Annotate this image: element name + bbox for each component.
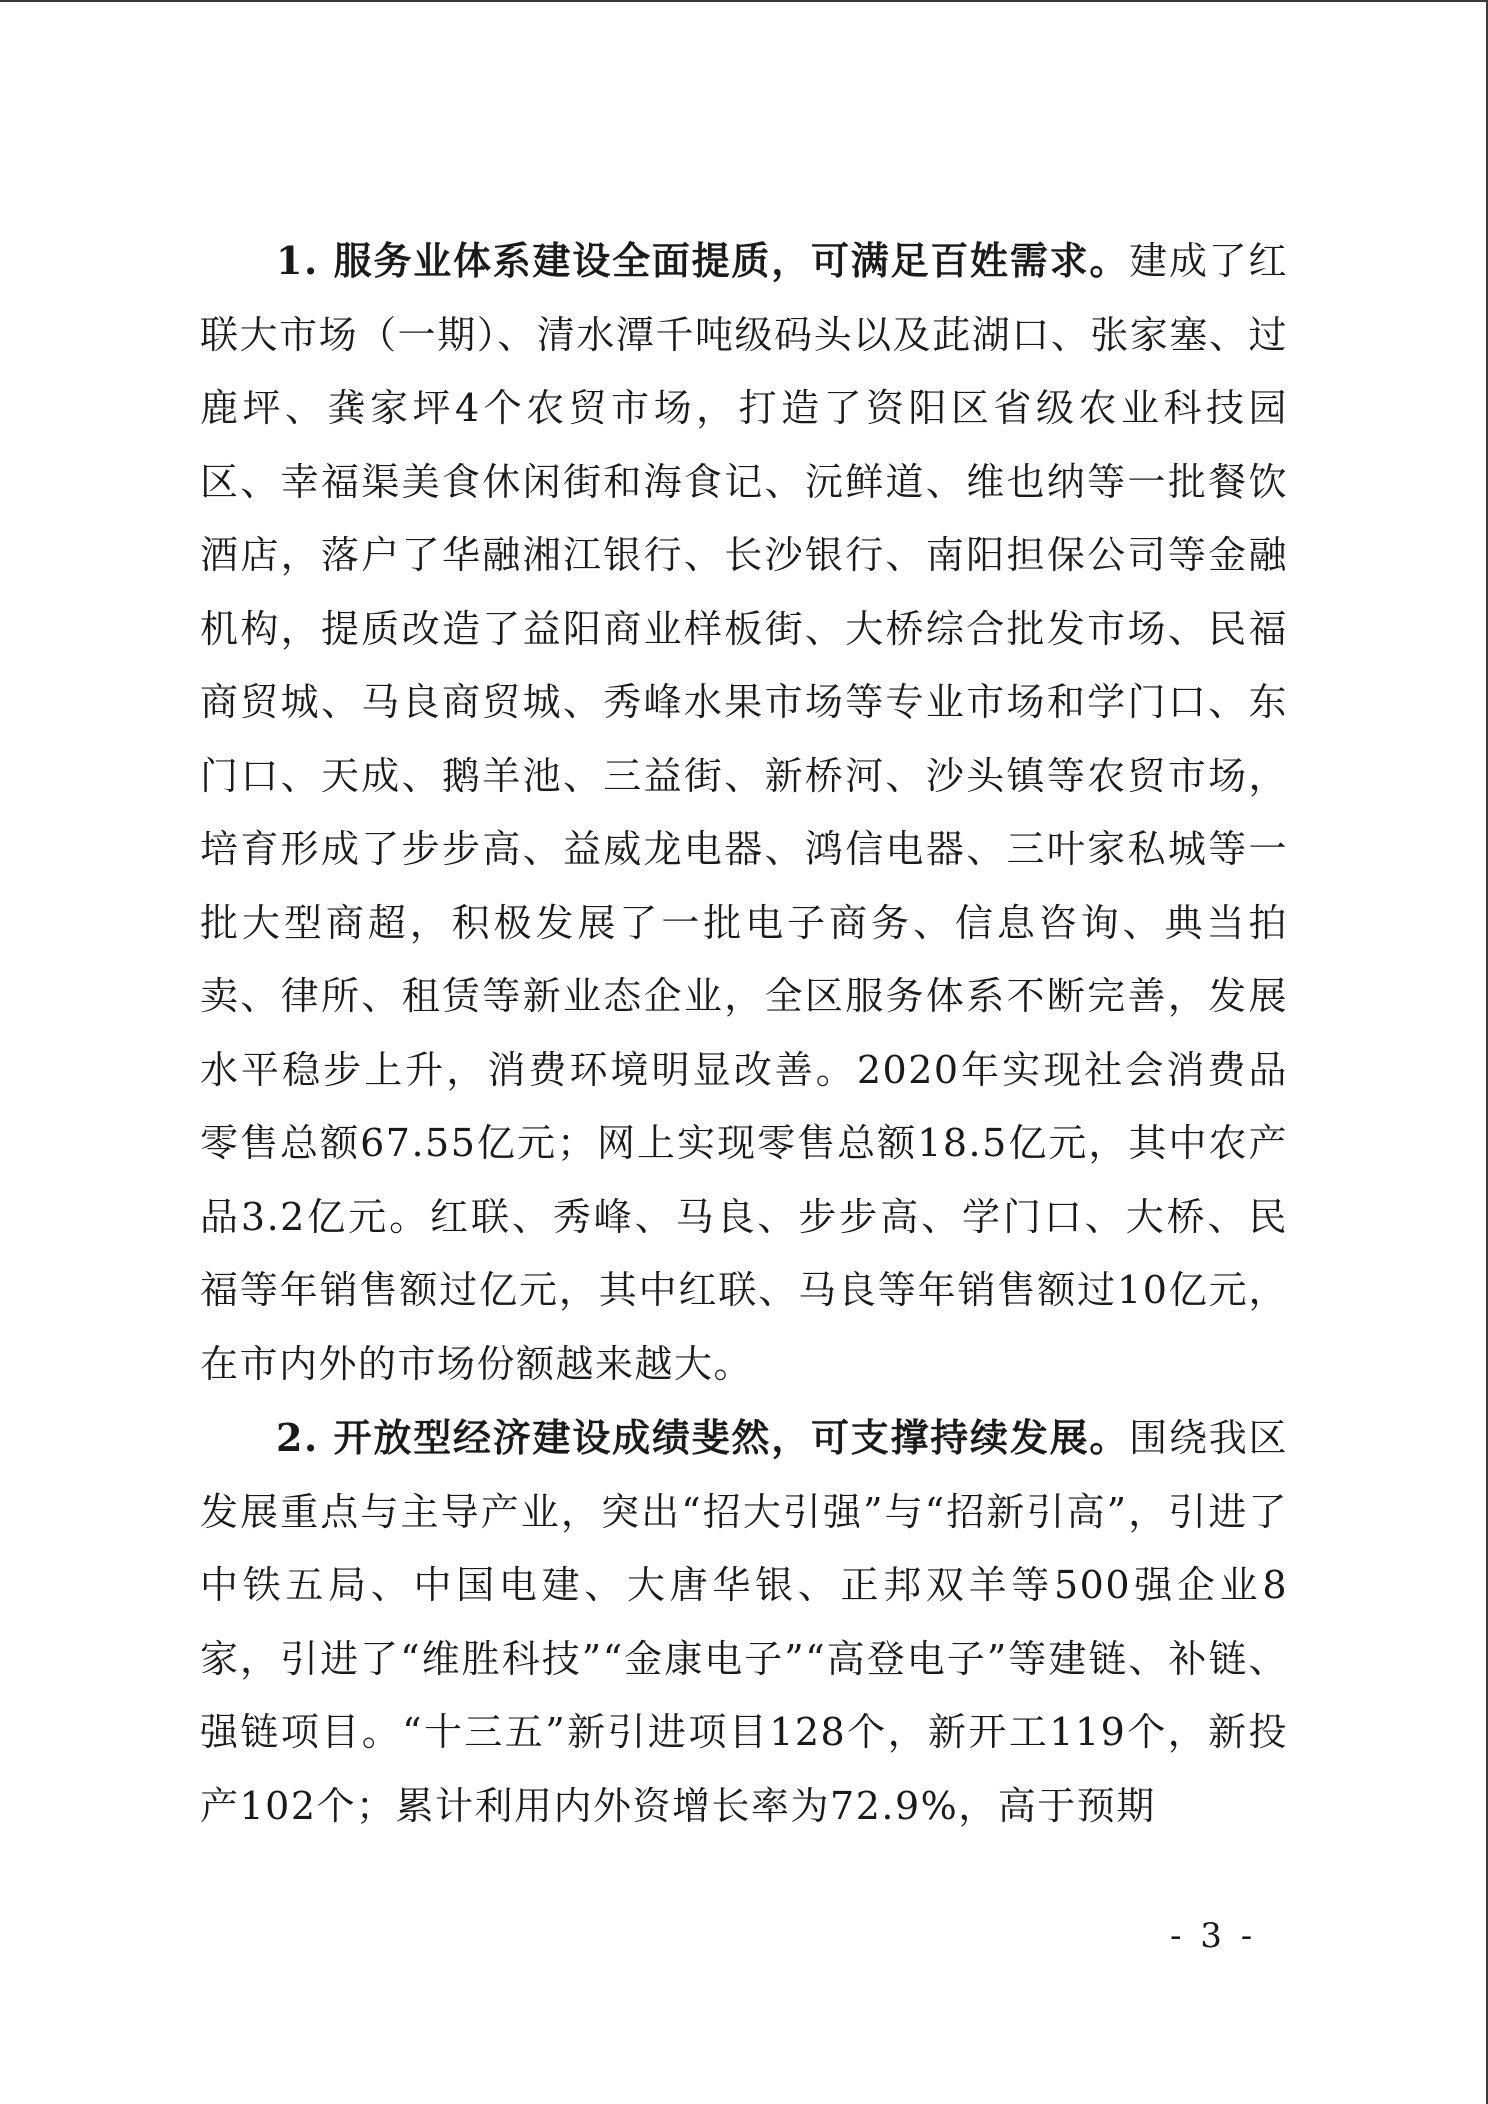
paragraph-open-economy bbox=[200, 1401, 1288, 1843]
paragraph-heading: 1. 服务业体系建设全面提质，可满足百姓需求。 bbox=[276, 238, 1130, 283]
document-body bbox=[200, 224, 1288, 1843]
paragraph-service-industry bbox=[200, 224, 1288, 1401]
paragraph-text: 围绕我区发展重点与主导产业，突出“招大引强”与“招新引高”，引进了中铁五局、中国电建、大唐华银、正邦双羊等500强企业8家，引进了“维胜科技”“金康电子”“高登电子”等建链、补链、强链项目。“十三五”新引进项目128个，新开工119个，新投产102个；累计利用内外资增长率为72.9%，高于预期 bbox=[200, 1416, 1288, 1828]
paragraph-text: 建成了红联大市场（一期）、清水潭千吨级码头以及茈湖口、张家塞、过鹿坪、龚家坪4个农贸市场，打造了资阳区省级农业科技园区、幸福渠美食休闲街和海食记、沅鲜道、维也纳等一批餐饮酒店，落户了华融湘江银行、长沙银行、南阳担保公司等金融机构，提质改造了益阳商业样板街、大桥综合批发市场、民福商贸城、马良商贸城、秀峰水果市场等专业市场和学门口、东门口、天成、鹅羊池、三益街、新桥河、沙头镇等农贸市场，培育形成了步步高、益威龙电器、鸿信电器、三叶家私城等一批大型商超，积极发展了一批电子商务、信息咨询、典当拍卖、律所、租赁等新业态企业，全区服务体系不断完善，发展水平稳步上升，消费环境明显改善。2020年实现社会消费品零售总额67.55亿元；网上实现零售总额18.5亿元，其中农产品3.2亿元。红联、秀峰、马良、步步高、学门口、大桥、民福等年销售额过亿元，其中红联、马良等年销售额过10亿元，在市内外的市场份额越来越大。 bbox=[200, 239, 1288, 1386]
paragraph-heading: 2. 开放型经济建设成绩斐然，可支撑持续发展。 bbox=[276, 1415, 1130, 1460]
page-number: - 3 - bbox=[1170, 1916, 1257, 1956]
